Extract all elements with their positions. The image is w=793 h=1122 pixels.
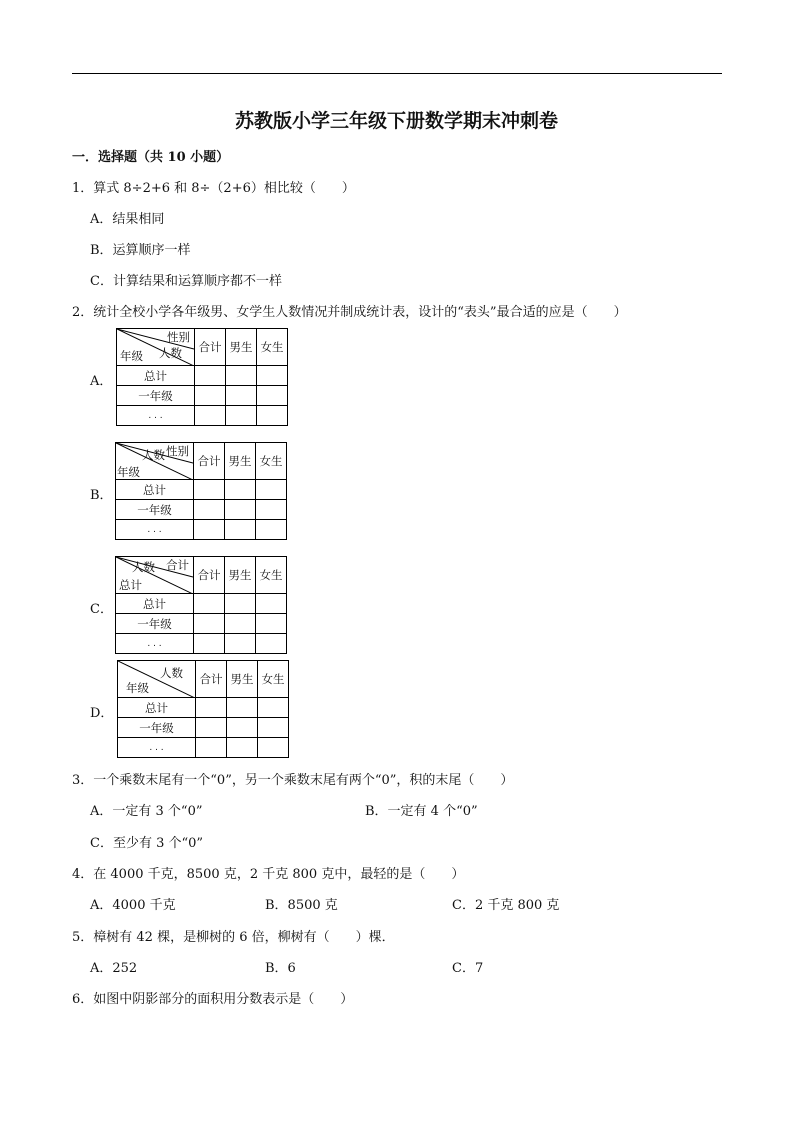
diag-label-bottom: 年级 [120, 349, 143, 363]
question-1-option-c: C．计算结果和运算顺序都不一样 [90, 274, 282, 289]
table-cell [194, 634, 225, 654]
row-header: 一年级 [117, 386, 195, 406]
question-5-option-c: C．7 [452, 961, 484, 976]
table-cell [226, 406, 257, 426]
question-5-option-a: A．252 [90, 961, 138, 976]
diag-label-middle: 人数 [159, 346, 182, 360]
question-2-option-d-letter: D． [90, 706, 114, 721]
column-header: 女生 [256, 557, 287, 594]
diag-label-bottom: 总计 [119, 578, 142, 592]
question-1-stem: 1．算式 8÷2+6 和 8÷（2+6）相比较（ ） [72, 181, 355, 196]
diag-label-top: 合计 [166, 558, 189, 572]
column-header: 女生 [257, 329, 288, 366]
table-cell [227, 698, 258, 718]
table-cell [225, 480, 256, 500]
question-3-option-b: B．一定有 4 个“0” [365, 804, 478, 819]
table-cell [258, 738, 289, 758]
column-header: 女生 [258, 661, 289, 698]
table-cell [195, 366, 226, 386]
diag-label-top: 人数 [160, 666, 183, 680]
row-header: 总计 [116, 594, 194, 614]
question-2-option-a-letter: A． [90, 374, 113, 389]
page-title: 苏教版小学三年级下册数学期末冲刺卷 [234, 110, 558, 132]
diag-label-middle: 人数 [132, 560, 155, 574]
header-table-a [116, 328, 288, 426]
row-header: . . . [116, 520, 194, 540]
diagonal-header-cell [116, 557, 194, 594]
table-cell [195, 406, 226, 426]
row-header: 总计 [117, 366, 195, 386]
table-cell [256, 480, 287, 500]
table-cell [257, 406, 288, 426]
column-header: 女生 [256, 443, 287, 480]
diag-label-middle: 人数 [142, 448, 165, 462]
table-cell [194, 520, 225, 540]
table-cell [194, 480, 225, 500]
diagonal-header-cell [116, 443, 194, 480]
question-5-option-b: B．6 [265, 961, 296, 976]
row-header: 总计 [116, 480, 194, 500]
column-header: 男生 [227, 661, 258, 698]
question-2-option-c-letter: C． [90, 602, 113, 617]
question-1-option-a: A．结果相同 [90, 212, 165, 227]
table-cell [194, 594, 225, 614]
table-cell [226, 366, 257, 386]
table-cell [256, 500, 287, 520]
header-table-b [115, 442, 287, 540]
question-3-option-a: A．一定有 3 个“0” [90, 804, 203, 819]
table-cell [225, 594, 256, 614]
question-4-stem: 4．在 4000 千克，8500 克，2 千克 800 克中，最轻的是（ ） [72, 867, 465, 882]
table-cell [258, 718, 289, 738]
table-cell [258, 698, 289, 718]
column-header: 合计 [194, 557, 225, 594]
table-cell [227, 718, 258, 738]
diag-label-bottom: 年级 [117, 465, 140, 479]
table-cell [227, 738, 258, 758]
table-cell [225, 520, 256, 540]
header-table-d [117, 660, 289, 758]
question-1-option-b: B．运算顺序一样 [90, 243, 191, 258]
table-cell [225, 614, 256, 634]
table-cell [257, 386, 288, 406]
question-2-option-b-letter: B． [90, 488, 113, 503]
row-header: . . . [118, 738, 196, 758]
row-header: 总计 [118, 698, 196, 718]
table-cell [196, 718, 227, 738]
table-cell [256, 594, 287, 614]
column-header: 合计 [194, 443, 225, 480]
diag-label-top: 性别 [167, 330, 190, 344]
row-header: 一年级 [116, 614, 194, 634]
table-cell [196, 698, 227, 718]
table-cell [225, 500, 256, 520]
table-cell [256, 520, 287, 540]
column-header: 合计 [196, 661, 227, 698]
table-cell [196, 738, 227, 758]
header-table-c [115, 556, 287, 654]
row-header: 一年级 [116, 500, 194, 520]
column-header: 男生 [226, 329, 257, 366]
question-6-stem: 6．如图中阴影部分的面积用分数表示是（ ） [72, 992, 354, 1007]
column-header: 男生 [225, 443, 256, 480]
question-4-option-b: B．8500 克 [265, 898, 338, 913]
table-cell [194, 500, 225, 520]
row-header: . . . [117, 406, 195, 426]
question-3-option-c: C．至少有 3 个“0” [90, 836, 204, 851]
header-rule [72, 73, 722, 74]
table-cell [256, 614, 287, 634]
row-header: 一年级 [118, 718, 196, 738]
section-heading: 一．选择题（共 10 小题） [72, 150, 230, 165]
column-header: 男生 [225, 557, 256, 594]
table-cell [194, 614, 225, 634]
question-5-stem: 5．樟树有 42 棵，是柳树的 6 倍，柳树有（ ）棵． [72, 930, 395, 945]
table-cell [195, 386, 226, 406]
diagonal-header-cell [117, 329, 195, 366]
table-cell [257, 366, 288, 386]
diag-label-top: 性别 [166, 444, 189, 458]
diagonal-header-cell [118, 661, 196, 698]
question-4-option-a: A．4000 千克 [90, 898, 176, 913]
question-3-stem: 3．一个乘数末尾有一个“0”，另一个乘数末尾有两个“0”，积的末尾（ ） [72, 773, 514, 788]
table-cell [256, 634, 287, 654]
row-header: . . . [116, 634, 194, 654]
table-cell [225, 634, 256, 654]
diag-label-bottom: 年级 [126, 681, 149, 695]
question-4-option-c: C．2 千克 800 克 [452, 898, 560, 913]
table-cell [226, 386, 257, 406]
question-2-stem: 2．统计全校小学各年级男、女学生人数情况并制成统计表，设计的“表头”最合适的应是（ ） [72, 305, 627, 320]
column-header: 合计 [195, 329, 226, 366]
